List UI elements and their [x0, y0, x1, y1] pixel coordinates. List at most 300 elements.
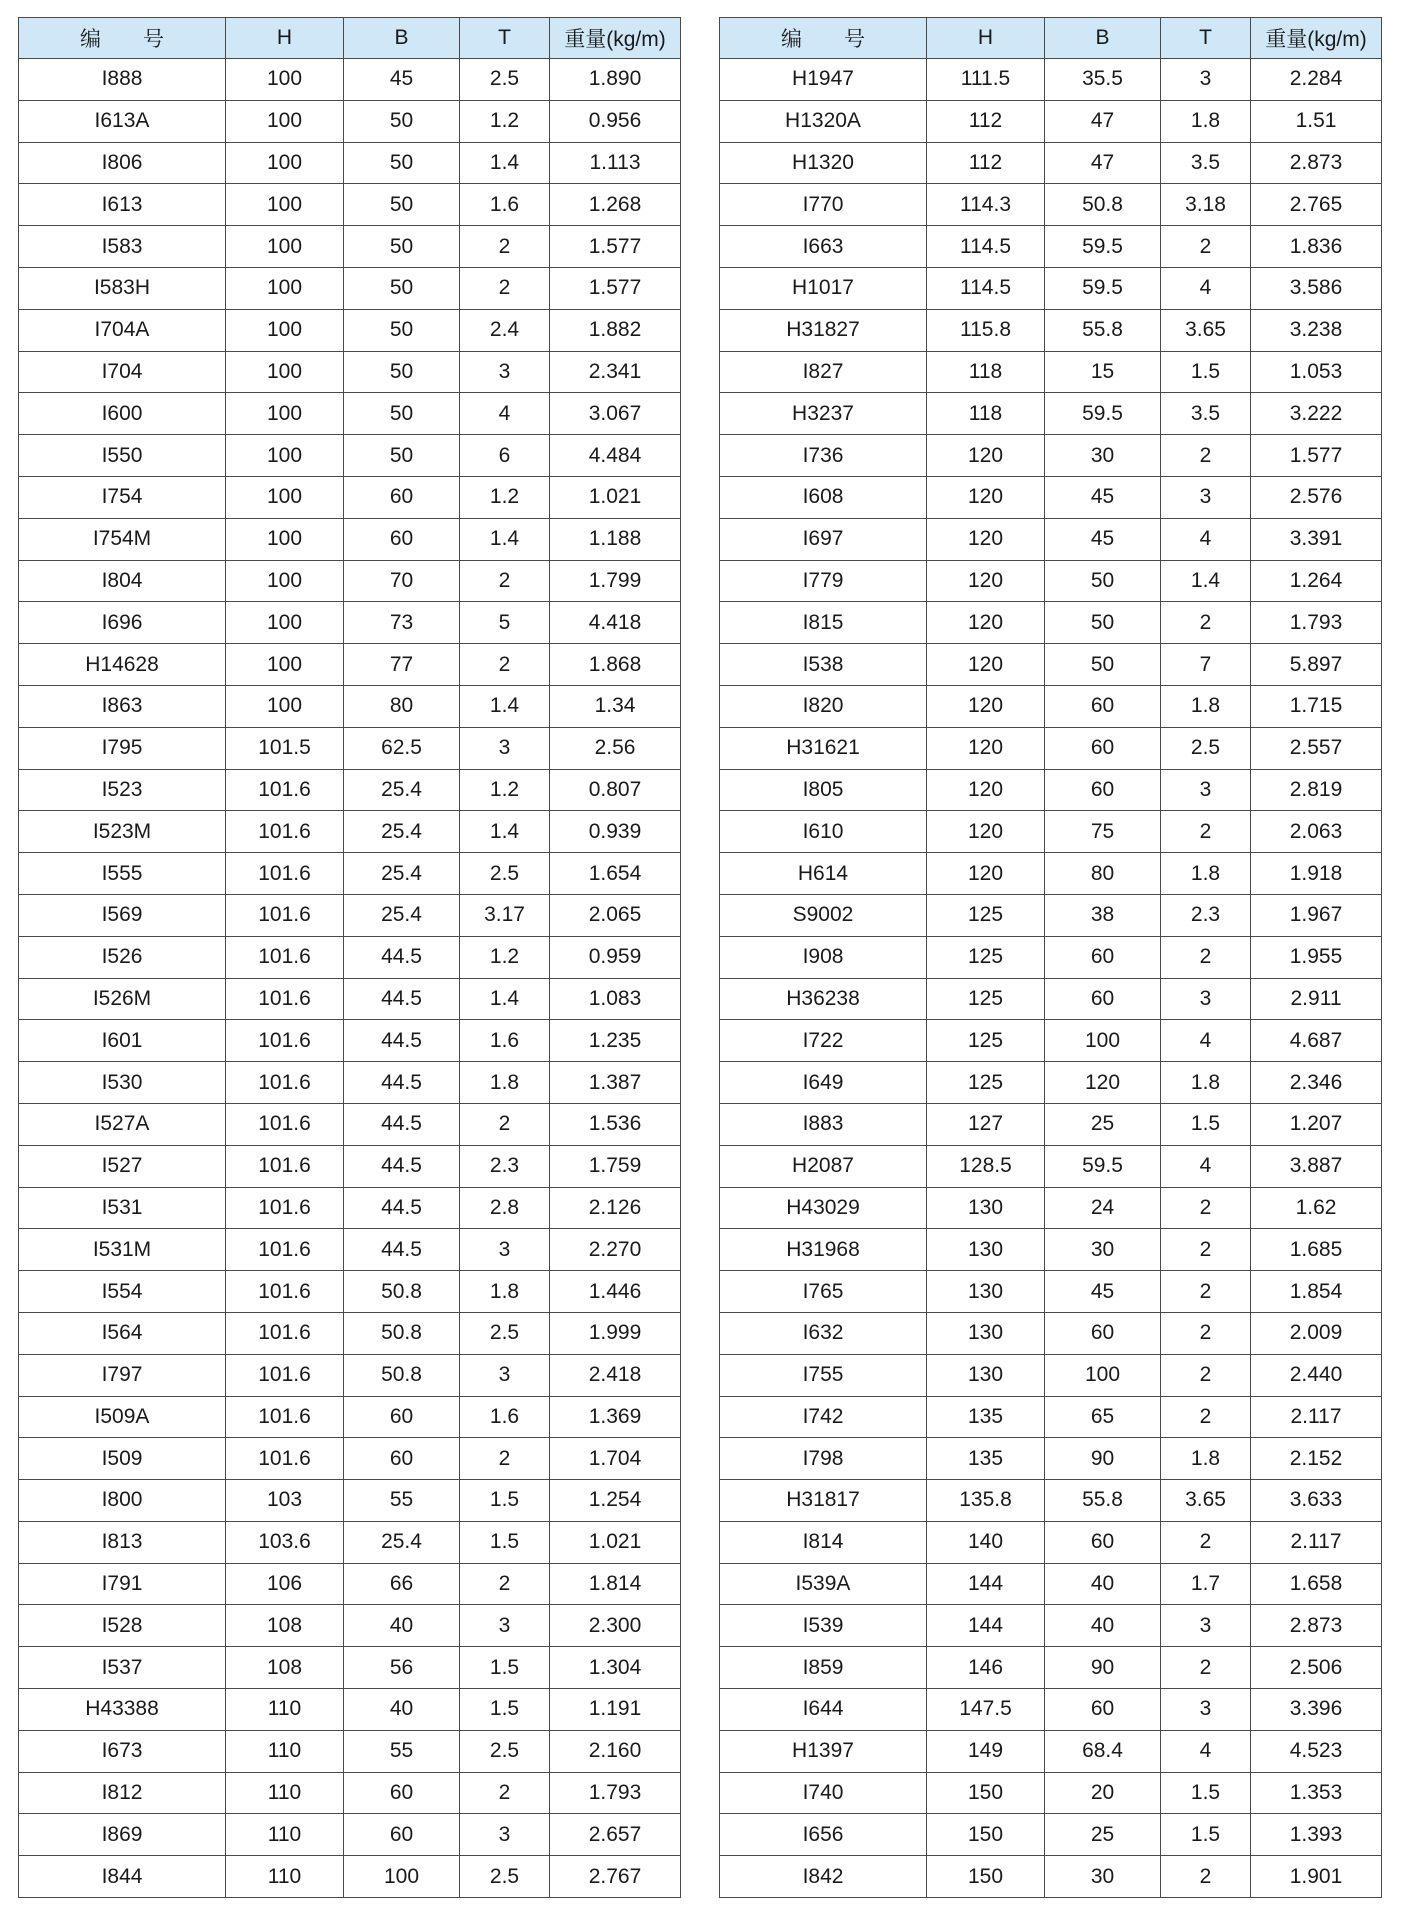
table-row: [720, 978, 1382, 1020]
cell-t: 2: [1161, 1396, 1251, 1438]
table-row: [720, 1229, 1382, 1271]
cell-t: 1.2: [460, 936, 550, 978]
table-row: [720, 1480, 1382, 1522]
table-row: [19, 1187, 681, 1229]
cell-t: 1.8: [1161, 1062, 1251, 1104]
cell-h: 118: [927, 351, 1045, 393]
cell-weight: 1.207: [1251, 1103, 1382, 1145]
cell-h: 118: [927, 393, 1045, 435]
cell-code: I569: [19, 894, 226, 936]
cell-t: 2: [460, 1103, 550, 1145]
cell-code: I740: [720, 1772, 927, 1814]
cell-t: 1.5: [460, 1521, 550, 1563]
cell-code: I564: [19, 1312, 226, 1354]
table-row: [19, 518, 681, 560]
cell-b: 40: [1045, 1605, 1161, 1647]
table-row: [720, 1605, 1382, 1647]
cell-h: 128.5: [927, 1145, 1045, 1187]
cell-b: 75: [1045, 811, 1161, 853]
cell-h: 120: [927, 476, 1045, 518]
table-row: [19, 1605, 681, 1647]
table-row: [720, 1689, 1382, 1731]
cell-weight: 1.021: [550, 476, 681, 518]
cell-t: 2.3: [460, 1145, 550, 1187]
cell-code: H1320: [720, 142, 927, 184]
cell-b: 55.8: [1045, 309, 1161, 351]
cell-t: 2: [1161, 1856, 1251, 1898]
cell-t: 3.65: [1161, 1480, 1251, 1522]
cell-code: I814: [720, 1521, 927, 1563]
cell-b: 60: [1045, 936, 1161, 978]
cell-code: I736: [720, 435, 927, 477]
header-weight: 重量(kg/m): [1251, 18, 1382, 59]
cell-weight: 1.759: [550, 1145, 681, 1187]
cell-t: 3: [460, 727, 550, 769]
cell-t: 2.5: [460, 59, 550, 101]
cell-t: 1.2: [460, 100, 550, 142]
cell-t: 2.5: [460, 1312, 550, 1354]
cell-h: 101.6: [226, 1396, 344, 1438]
cell-h: 100: [226, 518, 344, 560]
cell-code: I754M: [19, 518, 226, 560]
cell-code: I537: [19, 1647, 226, 1689]
table-row: [720, 1062, 1382, 1104]
table-row: [19, 1689, 681, 1731]
cell-code: I908: [720, 936, 927, 978]
cell-code: I644: [720, 1689, 927, 1731]
table-row: [720, 226, 1382, 268]
cell-weight: 1.901: [1251, 1856, 1382, 1898]
cell-h: 130: [927, 1271, 1045, 1313]
cell-weight: 1.658: [1251, 1563, 1382, 1605]
cell-code: I765: [720, 1271, 927, 1313]
cell-b: 45: [344, 59, 460, 101]
cell-h: 100: [226, 184, 344, 226]
cell-b: 73: [344, 602, 460, 644]
cell-weight: 1.836: [1251, 226, 1382, 268]
cell-t: 1.5: [1161, 1814, 1251, 1856]
cell-weight: 2.126: [550, 1187, 681, 1229]
cell-b: 25.4: [344, 769, 460, 811]
cell-t: 3: [1161, 1689, 1251, 1731]
cell-h: 135: [927, 1438, 1045, 1480]
cell-t: 2.3: [1161, 894, 1251, 936]
table-row: [720, 393, 1382, 435]
cell-weight: 1.955: [1251, 936, 1382, 978]
cell-h: 100: [226, 644, 344, 686]
cell-h: 101.6: [226, 1438, 344, 1480]
cell-weight: 1.536: [550, 1103, 681, 1145]
cell-weight: 1.264: [1251, 560, 1382, 602]
cell-weight: 1.62: [1251, 1187, 1382, 1229]
cell-code: H31968: [720, 1229, 927, 1271]
cell-t: 3: [1161, 59, 1251, 101]
cell-b: 44.5: [344, 1103, 460, 1145]
cell-h: 120: [927, 518, 1045, 560]
cell-h: 100: [226, 351, 344, 393]
table-row: [19, 1563, 681, 1605]
cell-t: 3: [460, 351, 550, 393]
table-row: [720, 1103, 1382, 1145]
table-row: [19, 1521, 681, 1563]
table-row: [19, 351, 681, 393]
cell-code: I704A: [19, 309, 226, 351]
cell-h: 100: [226, 226, 344, 268]
cell-weight: 1.188: [550, 518, 681, 560]
cell-code: I791: [19, 1563, 226, 1605]
table-row: [720, 936, 1382, 978]
cell-b: 40: [344, 1605, 460, 1647]
table-row: [720, 894, 1382, 936]
cell-code: I613: [19, 184, 226, 226]
cell-t: 3.65: [1161, 309, 1251, 351]
table-row: [19, 769, 681, 811]
cell-b: 50: [344, 393, 460, 435]
cell-t: 2: [1161, 602, 1251, 644]
cell-weight: 2.160: [550, 1730, 681, 1772]
cell-code: I509: [19, 1438, 226, 1480]
header-b: B: [1045, 18, 1161, 59]
cell-weight: 1.34: [550, 685, 681, 727]
cell-b: 80: [344, 685, 460, 727]
cell-t: 2: [460, 1438, 550, 1480]
cell-b: 50: [344, 351, 460, 393]
cell-t: 2: [1161, 1647, 1251, 1689]
cell-code: I742: [720, 1396, 927, 1438]
cell-h: 144: [927, 1605, 1045, 1647]
cell-t: 4: [1161, 1020, 1251, 1062]
cell-weight: 1.793: [550, 1772, 681, 1814]
cell-weight: 1.882: [550, 309, 681, 351]
table-row: [720, 476, 1382, 518]
cell-weight: 1.083: [550, 978, 681, 1020]
cell-weight: 1.304: [550, 1647, 681, 1689]
cell-h: 101.6: [226, 769, 344, 811]
cell-weight: 3.067: [550, 393, 681, 435]
table-row: [19, 1103, 681, 1145]
cell-b: 25: [1045, 1814, 1161, 1856]
cell-t: 2: [460, 1563, 550, 1605]
cell-code: I613A: [19, 100, 226, 142]
cell-h: 100: [226, 560, 344, 602]
cell-b: 68.4: [1045, 1730, 1161, 1772]
cell-h: 114.5: [927, 267, 1045, 309]
cell-code: I804: [19, 560, 226, 602]
header-row: [720, 18, 1382, 59]
cell-weight: 2.009: [1251, 1312, 1382, 1354]
cell-weight: 2.341: [550, 351, 681, 393]
table-row: [19, 1438, 681, 1480]
cell-code: I820: [720, 685, 927, 727]
cell-t: 2: [460, 267, 550, 309]
cell-b: 62.5: [344, 727, 460, 769]
table-row: [720, 518, 1382, 560]
cell-h: 112: [927, 142, 1045, 184]
table-row: [19, 602, 681, 644]
cell-b: 60: [344, 1396, 460, 1438]
cell-code: I531: [19, 1187, 226, 1229]
table-row: [19, 853, 681, 895]
cell-weight: 2.346: [1251, 1062, 1382, 1104]
cell-h: 120: [927, 727, 1045, 769]
table-row: [720, 1563, 1382, 1605]
cell-h: 108: [226, 1647, 344, 1689]
table-row: [720, 1521, 1382, 1563]
cell-b: 100: [344, 1856, 460, 1898]
cell-weight: 1.799: [550, 560, 681, 602]
cell-weight: 2.819: [1251, 769, 1382, 811]
cell-t: 3.17: [460, 894, 550, 936]
cell-b: 59.5: [1045, 393, 1161, 435]
cell-h: 120: [927, 853, 1045, 895]
cell-weight: 1.685: [1251, 1229, 1382, 1271]
cell-h: 100: [226, 602, 344, 644]
cell-code: H3237: [720, 393, 927, 435]
header-code: 编 号: [720, 18, 927, 59]
table-row: [19, 894, 681, 936]
cell-code: I859: [720, 1647, 927, 1689]
cell-weight: 1.868: [550, 644, 681, 686]
cell-h: 101.6: [226, 1020, 344, 1062]
cell-b: 60: [344, 476, 460, 518]
cell-code: H43029: [720, 1187, 927, 1229]
cell-weight: 2.873: [1251, 142, 1382, 184]
cell-t: 1.8: [1161, 100, 1251, 142]
cell-b: 50: [1045, 644, 1161, 686]
cell-h: 120: [927, 602, 1045, 644]
cell-code: I526M: [19, 978, 226, 1020]
table-row: [19, 1814, 681, 1856]
table-row: [19, 1354, 681, 1396]
cell-t: 2: [1161, 936, 1251, 978]
cell-b: 50: [1045, 602, 1161, 644]
cell-h: 114.3: [927, 184, 1045, 226]
cell-b: 50: [344, 226, 460, 268]
cell-b: 50: [1045, 560, 1161, 602]
cell-b: 50: [344, 309, 460, 351]
cell-b: 45: [1045, 518, 1161, 560]
cell-t: 2.8: [460, 1187, 550, 1229]
cell-code: I697: [720, 518, 927, 560]
cell-h: 100: [226, 267, 344, 309]
cell-t: 3: [1161, 769, 1251, 811]
cell-h: 144: [927, 1563, 1045, 1605]
cell-h: 135.8: [927, 1480, 1045, 1522]
cell-b: 50: [344, 184, 460, 226]
cell-b: 50: [344, 267, 460, 309]
cell-weight: 2.284: [1251, 59, 1382, 101]
cell-b: 50: [344, 435, 460, 477]
cell-h: 100: [226, 309, 344, 351]
table-row: [720, 727, 1382, 769]
cell-weight: 1.369: [550, 1396, 681, 1438]
cell-weight: 3.887: [1251, 1145, 1382, 1187]
cell-code: H1017: [720, 267, 927, 309]
cell-code: H14628: [19, 644, 226, 686]
cell-b: 59.5: [1045, 1145, 1161, 1187]
cell-t: 3: [1161, 978, 1251, 1020]
cell-h: 100: [226, 142, 344, 184]
cell-h: 140: [927, 1521, 1045, 1563]
table-row: [19, 184, 681, 226]
cell-weight: 2.270: [550, 1229, 681, 1271]
cell-b: 50.8: [344, 1271, 460, 1313]
cell-h: 101.6: [226, 1187, 344, 1229]
cell-h: 120: [927, 435, 1045, 477]
table-row: [19, 1312, 681, 1354]
cell-b: 30: [1045, 435, 1161, 477]
cell-t: 2: [1161, 1187, 1251, 1229]
cell-weight: 2.911: [1251, 978, 1382, 1020]
cell-weight: 1.577: [1251, 435, 1382, 477]
cell-weight: 2.065: [550, 894, 681, 936]
cell-code: I523: [19, 769, 226, 811]
header-row: [19, 18, 681, 59]
cell-t: 1.5: [1161, 1772, 1251, 1814]
cell-code: I797: [19, 1354, 226, 1396]
table-row: [19, 476, 681, 518]
cell-weight: 1.918: [1251, 853, 1382, 895]
table-row: [720, 1145, 1382, 1187]
cell-t: 1.4: [460, 978, 550, 1020]
table-row: [19, 309, 681, 351]
cell-t: 2.5: [460, 1730, 550, 1772]
cell-weight: 1.268: [550, 184, 681, 226]
cell-code: I600: [19, 393, 226, 435]
cell-h: 110: [226, 1856, 344, 1898]
cell-t: 3: [460, 1229, 550, 1271]
table-row: [19, 1730, 681, 1772]
cell-weight: 1.654: [550, 853, 681, 895]
cell-h: 120: [927, 811, 1045, 853]
cell-h: 115.8: [927, 309, 1045, 351]
table-row: [720, 769, 1382, 811]
cell-code: I795: [19, 727, 226, 769]
cell-h: 101.6: [226, 1145, 344, 1187]
cell-weight: 1.113: [550, 142, 681, 184]
cell-weight: 1.51: [1251, 100, 1382, 142]
cell-t: 1.8: [1161, 1438, 1251, 1480]
cell-t: 5: [460, 602, 550, 644]
cell-code: I601: [19, 1020, 226, 1062]
cell-code: I755: [720, 1354, 927, 1396]
cell-h: 110: [226, 1814, 344, 1856]
table-row: [720, 560, 1382, 602]
cell-code: H31817: [720, 1480, 927, 1522]
cell-weight: 1.967: [1251, 894, 1382, 936]
cell-code: H36238: [720, 978, 927, 1020]
cell-b: 80: [1045, 853, 1161, 895]
cell-t: 2: [1161, 1312, 1251, 1354]
table-row: [19, 727, 681, 769]
table-row: [19, 393, 681, 435]
table-row: [720, 1020, 1382, 1062]
cell-weight: 2.506: [1251, 1647, 1382, 1689]
cell-b: 45: [1045, 476, 1161, 518]
cell-b: 65: [1045, 1396, 1161, 1438]
cell-b: 59.5: [1045, 267, 1161, 309]
table-row: [720, 100, 1382, 142]
cell-code: I527: [19, 1145, 226, 1187]
table-row: [720, 853, 1382, 895]
table-row: [720, 59, 1382, 101]
cell-b: 100: [1045, 1020, 1161, 1062]
spec-table-right: [719, 17, 1382, 1898]
cell-b: 66: [344, 1563, 460, 1605]
cell-h: 100: [226, 685, 344, 727]
table-row: [19, 226, 681, 268]
cell-b: 60: [1045, 685, 1161, 727]
cell-code: I509A: [19, 1396, 226, 1438]
cell-code: I530: [19, 1062, 226, 1104]
cell-b: 50: [344, 142, 460, 184]
cell-weight: 1.191: [550, 1689, 681, 1731]
table-row: [19, 685, 681, 727]
table-row: [720, 184, 1382, 226]
cell-weight: 1.715: [1251, 685, 1382, 727]
cell-b: 60: [1045, 769, 1161, 811]
cell-b: 25.4: [344, 811, 460, 853]
cell-t: 2: [1161, 811, 1251, 853]
cell-b: 55.8: [1045, 1480, 1161, 1522]
cell-weight: 3.586: [1251, 267, 1382, 309]
cell-b: 30: [1045, 1229, 1161, 1271]
cell-t: 1.8: [1161, 853, 1251, 895]
cell-code: I649: [720, 1062, 927, 1104]
cell-code: H2087: [720, 1145, 927, 1187]
cell-b: 44.5: [344, 1229, 460, 1271]
cell-code: I583H: [19, 267, 226, 309]
cell-weight: 1.577: [550, 267, 681, 309]
cell-b: 44.5: [344, 978, 460, 1020]
cell-t: 4: [1161, 1730, 1251, 1772]
cell-weight: 1.353: [1251, 1772, 1382, 1814]
cell-code: I696: [19, 602, 226, 644]
header-h: H: [226, 18, 344, 59]
table-row: [19, 1062, 681, 1104]
table-row: [19, 1647, 681, 1689]
cell-h: 125: [927, 1020, 1045, 1062]
cell-b: 90: [1045, 1438, 1161, 1480]
cell-code: I610: [720, 811, 927, 853]
cell-code: H1320A: [720, 100, 927, 142]
cell-code: I673: [19, 1730, 226, 1772]
cell-h: 120: [927, 769, 1045, 811]
cell-code: I798: [720, 1438, 927, 1480]
cell-weight: 1.814: [550, 1563, 681, 1605]
cell-weight: 3.396: [1251, 1689, 1382, 1731]
table-row: [19, 644, 681, 686]
cell-t: 1.8: [460, 1271, 550, 1313]
cell-weight: 4.484: [550, 435, 681, 477]
table-row: [720, 1772, 1382, 1814]
header-code: 编 号: [19, 18, 226, 59]
cell-weight: 0.939: [550, 811, 681, 853]
header-t: T: [460, 18, 550, 59]
cell-h: 149: [927, 1730, 1045, 1772]
cell-code: H43388: [19, 1689, 226, 1731]
cell-h: 125: [927, 894, 1045, 936]
table-row: [720, 309, 1382, 351]
cell-t: 3: [1161, 1605, 1251, 1647]
cell-h: 125: [927, 978, 1045, 1020]
cell-b: 70: [344, 560, 460, 602]
cell-h: 110: [226, 1772, 344, 1814]
cell-code: H1397: [720, 1730, 927, 1772]
cell-code: I863: [19, 685, 226, 727]
cell-h: 100: [226, 100, 344, 142]
cell-t: 1.4: [460, 142, 550, 184]
